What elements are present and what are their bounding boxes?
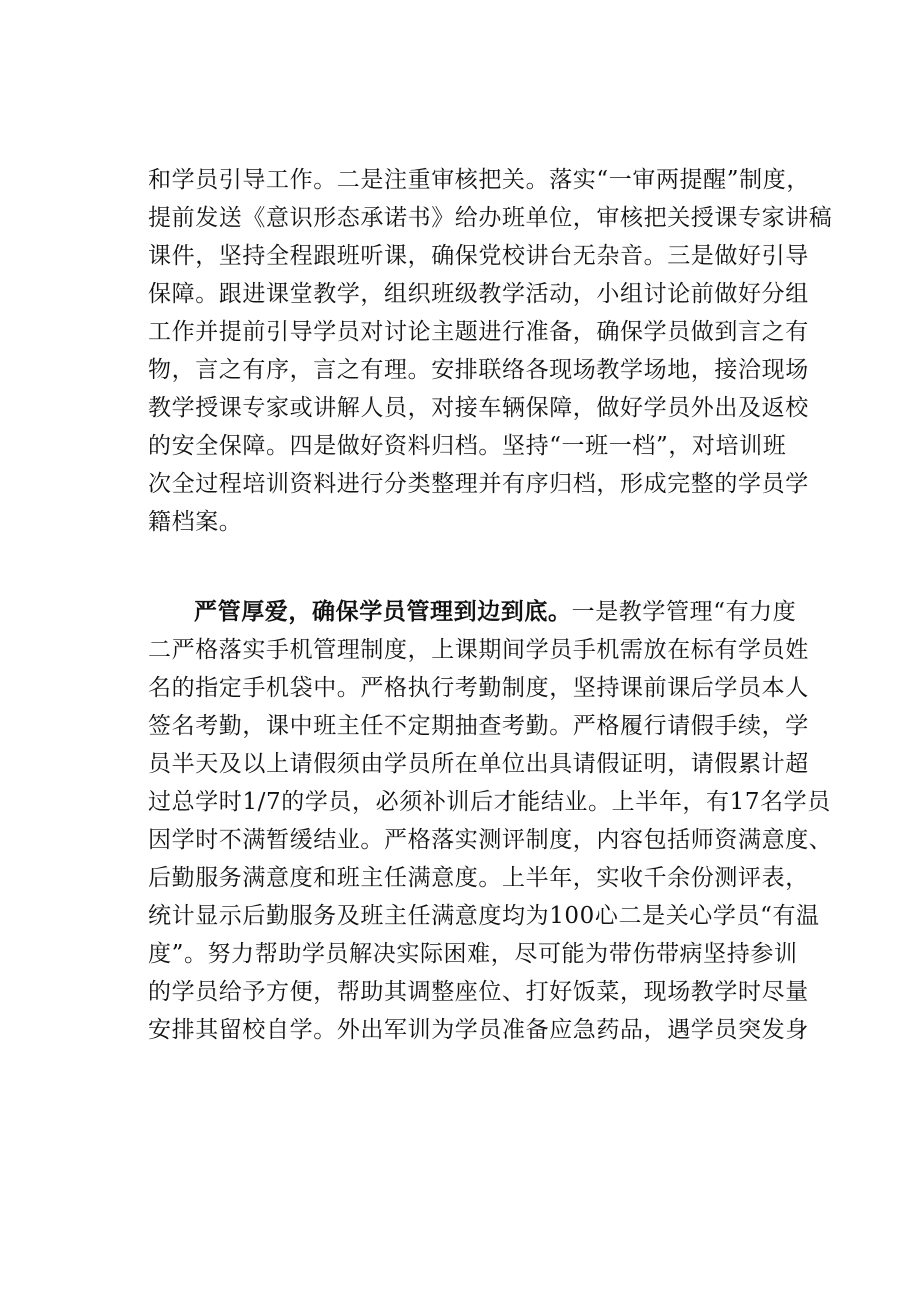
paragraph-heading: 严管厚爱，确保学员管理到边到底。 <box>194 598 572 625</box>
paragraph-line: 安排其留校自学。外出军训为学员准备应急药品，遇学员突发身 <box>148 1017 809 1043</box>
paragraph-line: 因学时不满暂缓结业。严格落实测评制度，内容包括师资满意度、 <box>148 827 833 853</box>
paragraph-line: 的学员给予方便，帮助其调整座位、打好饭菜，现场教学时尽量 <box>148 979 809 1005</box>
paragraph-line: 员半天及以上请假须由学员所在单位出具请假证明，请假累计超 <box>148 751 809 777</box>
paragraph-line: 统计显示后勤服务及班主任满意度均为100心二是关心学员“有温 <box>148 903 820 929</box>
paragraph-line: 后勤服务满意度和班主任满意度。上半年，实收千余份测评表， <box>148 865 809 891</box>
paragraph-first-line-text: 一是教学管理“有力度 <box>571 599 797 625</box>
paragraph-line: 工作并提前引导学员对讨论主题进行准备，确保学员做到言之有 <box>148 319 809 345</box>
paragraph-guidance-work <box>148 161 833 541</box>
paragraph-line: 度”。努力帮助学员解决实际困难，尽可能为带伤带病坚持参训 <box>148 941 798 967</box>
paragraph-line: 提前发送《意识形态承诺书》给办班单位，审核把关授课专家讲稿 <box>148 205 833 231</box>
paragraph-line: 名的指定手机袋中。严格执行考勤制度，坚持课前课后学员本人 <box>148 675 809 701</box>
paragraph-first-line <box>148 593 828 631</box>
paragraph-line: 次全过程培训资料进行分类整理并有序归档，形成完整的学员学 <box>148 471 809 497</box>
paragraph-line: 的安全保障。四是做好资料归档。坚持“一班一档”，对培训班 <box>148 433 787 459</box>
paragraph-line: 物，言之有序，言之有理。安排联络各现场教学场地，接洽现场 <box>148 357 809 383</box>
paragraph-line: 和学员引导工作。二是注重审核把关。落实“一审两提醒”制度， <box>148 167 810 193</box>
paragraph-line: 签名考勤，课中班主任不定期抽查考勤。严格履行请假手续，学 <box>148 713 809 739</box>
paragraph-line: 籍档案。 <box>148 509 243 535</box>
paragraph-line: 教学授课专家或讲解人员，对接车辆保障，做好学员外出及返校 <box>148 395 809 421</box>
paragraph-line: 二严格落实手机管理制度，上课期间学员手机需放在标有学员姓 <box>148 637 809 663</box>
paragraph-line: 课件，坚持全程跟班听课，确保党校讲台无杂音。三是做好引导 <box>148 243 809 269</box>
paragraph-student-management <box>148 593 833 1049</box>
paragraph-line: 保障。跟进课堂教学，组织班级教学活动，小组讨论前做好分组 <box>148 281 809 307</box>
paragraph-line: 过总学时1/7的学员，必须补训后才能结业。上半年，有17名学员 <box>148 789 831 815</box>
